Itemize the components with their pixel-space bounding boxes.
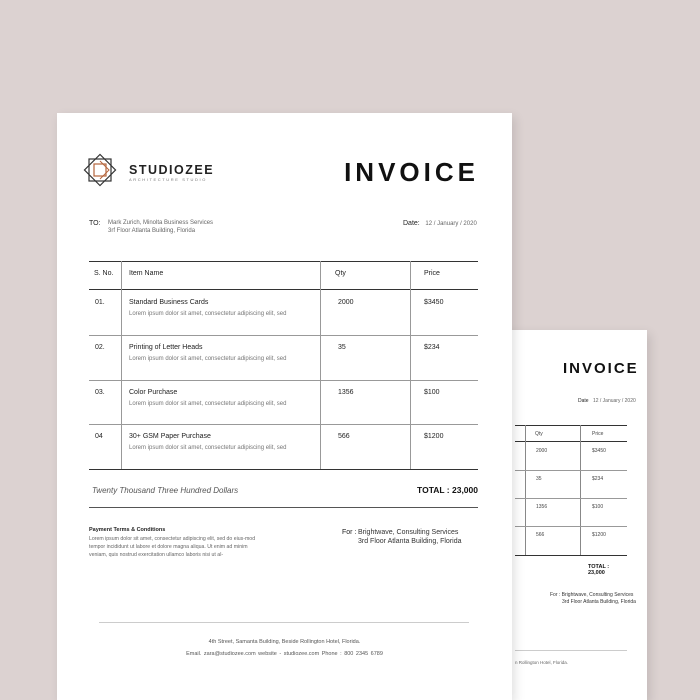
date-block <box>403 220 477 227</box>
back-column-divider <box>580 425 581 555</box>
back-for-line1: Brightwave, Consulting Services <box>561 592 634 598</box>
row-item-name: Standard Business Cards <box>129 299 209 306</box>
table-top-line <box>89 261 478 262</box>
back-row-qty: 1356 <box>536 504 548 510</box>
back-row-divider <box>515 470 627 471</box>
table-bottom-line <box>89 469 478 470</box>
for-line1: Brightwave, Consulting Services <box>358 529 459 536</box>
back-invoice-title: INVOICE <box>563 360 639 377</box>
header-price: Price <box>424 270 440 277</box>
back-table-bottom-line <box>515 555 627 556</box>
for-line2: 3rd Floor Atlanta Building, Florida <box>358 537 462 545</box>
back-footer-line <box>515 650 627 651</box>
header-item-name: Item Name <box>129 270 164 277</box>
brand-name: STUDIOZEE <box>129 163 215 177</box>
table-row <box>89 335 478 380</box>
back-date-value: 12 / January / 2020 <box>592 398 636 404</box>
back-table-header-line <box>515 441 627 442</box>
total-divider <box>89 507 478 508</box>
back-table-top-line <box>515 425 627 426</box>
row-item-desc: Lorem ipsum dolor sit amet, consectetur adipiscing elit, sed <box>129 401 287 407</box>
row-number: 03. <box>95 389 105 396</box>
back-row-price: $3450 <box>592 448 606 454</box>
date-label: Date: <box>403 220 420 227</box>
to-address <box>108 219 213 235</box>
table-row <box>89 290 478 335</box>
row-item-desc: Lorem ipsum dolor sit amet, consectetur adipiscing elit, sed <box>129 356 287 362</box>
back-row-qty: 2000 <box>536 448 548 454</box>
table-row <box>89 380 478 425</box>
row-item-name: 30+ GSM Paper Purchase <box>129 433 211 440</box>
back-column-divider <box>525 425 526 555</box>
for-label: For : <box>342 529 357 536</box>
back-header-price: Price <box>592 431 604 437</box>
to-line2: 3rf Floor Atlanta Building, Florida <box>108 228 196 234</box>
date-value: 12 / January / 2020 <box>425 221 477 227</box>
back-for-block <box>550 592 636 606</box>
row-item-desc: Lorem ipsum dolor sit amet, consectetur adipiscing elit, sed <box>129 311 287 317</box>
back-row-price: $234 <box>592 476 604 482</box>
row-number: 01. <box>95 299 105 306</box>
row-number: 02. <box>95 344 105 351</box>
for-address <box>358 529 462 546</box>
header-sno: S. No. <box>94 270 114 277</box>
back-row-divider <box>515 526 627 527</box>
brand-tagline: ARCHITECTURE STUDIO <box>129 177 207 182</box>
row-qty: 2000 <box>338 299 354 306</box>
back-row-qty: 35 <box>536 476 542 482</box>
header-qty: Qty <box>335 270 346 277</box>
row-qty: 566 <box>338 433 350 440</box>
back-footer-address: n Rollington Hotel, Florida. <box>515 660 569 665</box>
amount-in-words: Twenty Thousand Three Hundred Dollars <box>92 486 239 495</box>
back-header-qty: Qty <box>535 431 543 437</box>
table-row <box>89 424 478 469</box>
back-total: TOTAL : 23,000 <box>588 564 610 576</box>
footer-divider <box>99 622 469 623</box>
footer-address: 4th Street, Samanta Building, Beside Rollington Hotel, Florida. <box>208 639 361 645</box>
row-item-name: Color Purchase <box>129 389 178 396</box>
row-number: 04 <box>95 433 103 440</box>
back-row-price: $1200 <box>592 532 606 538</box>
row-price: $100 <box>424 389 440 396</box>
back-date <box>578 398 636 404</box>
back-row-divider <box>515 498 627 499</box>
row-price: $3450 <box>424 299 444 306</box>
row-price: $1200 <box>424 433 444 440</box>
row-price: $234 <box>424 344 440 351</box>
row-item-name: Printing of Letter Heads <box>129 344 203 351</box>
row-qty: 35 <box>338 344 346 351</box>
back-row-qty: 566 <box>536 532 545 538</box>
footer-contact: Email. zara@studiozee.com website - studiozee.com Phone : 800 2345 6789 <box>186 651 383 657</box>
row-qty: 1356 <box>338 389 354 396</box>
to-label: TO: <box>89 220 101 227</box>
back-row-price: $100 <box>592 504 604 510</box>
invoice-total: TOTAL : 23,000 <box>417 485 478 495</box>
back-for-line2: 3rd Floor Atlanta Building, Florida <box>562 599 636 605</box>
studiozee-logo-icon <box>81 151 119 189</box>
back-for-label: For : <box>550 592 561 598</box>
payment-terms-title: Payment Terms & Conditions <box>89 527 166 533</box>
row-item-desc: Lorem ipsum dolor sit amet, consectetur adipiscing elit, sed <box>129 445 287 451</box>
payment-terms-body: Lorem ipsum dolor sit amet, consectetur adipiscing elit, sed do eius-mod tempor incididunt ut labore et dolore magna aliqua. Ut enim ad minim veniam, quis nostrud exercitation ullamco laboris nisi ut al- <box>89 536 256 558</box>
invoice-title: INVOICE <box>344 157 479 187</box>
back-date-label: Date <box>578 398 589 404</box>
front-invoice-page <box>57 113 512 700</box>
to-line1: Mark Zurich, Minolta Business Services <box>108 220 214 226</box>
